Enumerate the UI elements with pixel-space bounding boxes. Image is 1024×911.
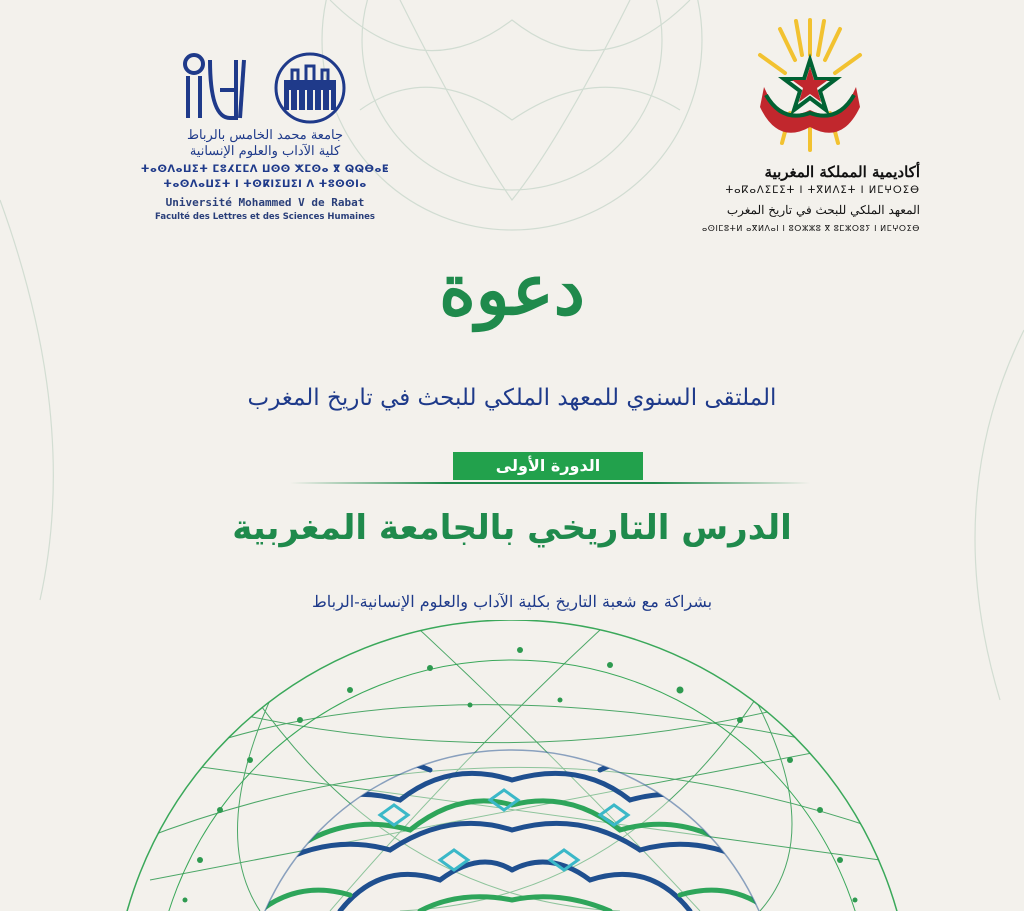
faculty-french-name: Faculté des Lettres et des Sciences Humaines bbox=[155, 212, 375, 222]
university-emblem-icon bbox=[180, 50, 350, 126]
institute-tifinagh-name: ⴰⵙⵏⵎⵓⵜⵍ ⴰⴳⵍⴷⴰⵏ ⵏ ⵓⵔⵣⵣⵓ ⴳ ⵓⵎⵣⵔⵓⵢ ⵏ ⵍⵎⵖⵔⵉⴱ bbox=[702, 224, 920, 233]
academy-tifinagh-name: ⵜⴰⴽⴰⴷⵉⵎⵉⵜ ⵏ ⵜⴳⵍⴷⵉⵜ ⵏ ⵍⵎⵖⵔⵉⴱ bbox=[725, 185, 920, 196]
university-arabic-name: جامعة محمد الخامس بالرباط bbox=[186, 128, 344, 143]
faculty-tifinagh-name: ⵜⴰⵙⴷⴰⵡⵉⵜ ⵏ ⵜⵙⴽⵏⵉⵡⵉⵏ ⴷ ⵜⵓⵙⵙⵏⴰ bbox=[163, 179, 367, 190]
university-logo bbox=[140, 50, 390, 230]
edition-label: الدورة الأولى bbox=[453, 452, 643, 480]
institute-arabic-name: المعهد الملكي للبحث في تاريخ المغرب bbox=[726, 203, 920, 217]
faculty-arabic-name: كلية الآداب والعلوم الإنسانية bbox=[189, 144, 341, 159]
event-subtitle: الملتقى السنوي للمعهد الملكي للبحث في تاريخ المغرب bbox=[247, 385, 777, 411]
partnership-note: بشراكة مع شعبة التاريخ بكلية الآداب والعلوم الإنسانية-الرباط bbox=[311, 592, 713, 611]
edition-divider bbox=[290, 482, 810, 484]
university-tifinagh-name: ⵜⴰⵙⴷⴰⵡⵉⵜ ⵎⵓⵃⵎⵎⴷ ⵡⵙⵙ ⵅⵎⵙⴰ ⴳ ⵕⵕⴱⴰⵟ bbox=[140, 164, 390, 175]
event-theme: الدرس التاريخي بالجامعة المغربية bbox=[232, 508, 792, 548]
academy-logo bbox=[700, 15, 920, 245]
globe-illustration bbox=[0, 620, 1024, 911]
academy-emblem-icon bbox=[750, 15, 870, 155]
edition-banner bbox=[290, 450, 810, 486]
academy-arabic-name: أكاديمية المملكة المغربية bbox=[764, 163, 920, 181]
university-french-name: Université Mohammed V de Rabat bbox=[165, 196, 365, 209]
invitation-title: دعوة bbox=[439, 248, 585, 331]
